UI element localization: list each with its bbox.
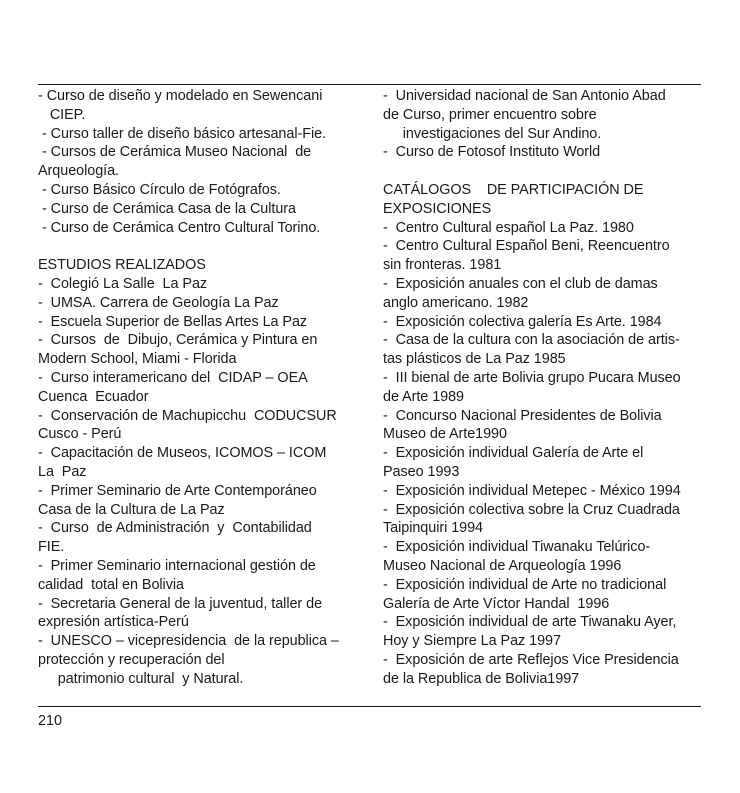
text-line: - III bienal de arte Bolivia grupo Pucara Museo [383,369,681,386]
left-column [38,87,368,689]
text-line: - Escuela Superior de Bellas Artes La Paz [38,313,308,330]
text-line: - Capacitación de Museos, ICOMOS – ICOM [38,445,327,462]
text-line: - Curso taller de diseño básico artesanal-Fie. [38,125,326,142]
blank-line [38,237,368,256]
text-line: sin fronteras. 1981 [383,257,502,274]
text-line: Cuenca Ecuador [38,388,149,405]
text-line: Cusco - Perú [38,426,122,443]
text-line: - Exposición de arte Reflejos Vice Presidencia [383,651,679,668]
text-line: Hoy y Siempre La Paz 1997 [383,633,561,650]
top-rule [38,84,701,85]
text-line: protección y recuperación del [38,651,225,668]
text-line: - Secretaria General de la juventud, taller de [38,595,323,612]
text-line: - Concurso Nacional Presidentes de Bolivia [383,407,662,424]
text-line: - UNESCO – vicepresidencia de la republica – [38,633,339,650]
text-line: - Curso Básico Círculo de Fotógrafos. [38,181,281,198]
text-line: - Curso de diseño y modelado en Sewencani [38,88,323,104]
text-line: Modern School, Miami - Florida [38,351,237,368]
text-line: - Universidad nacional de San Antonio Abad [383,88,666,104]
text-line: FIE. [38,539,65,556]
text-line: - Exposición individual Galería de Arte el [383,445,644,462]
text-line: tas plásticos de La Paz 1985 [383,351,566,368]
text-line: - Curso interamericano del CIDAP – OEA [38,369,308,386]
text-line: CATÁLOGOS DE PARTICIPACIÓN DE [383,181,644,198]
text-line: La Paz [38,463,87,480]
text-line: investigaciones del Sur Andino. [383,125,602,142]
text-line: EXPOSICIONES [383,200,492,217]
text-line: - Curso de Cerámica Casa de la Cultura [38,200,296,217]
text-line: Museo de Arte1990 [383,426,507,443]
text-line: de la Republica de Bolivia1997 [383,670,580,687]
text-line: - Cursos de Dibujo, Cerámica y Pintura en [38,332,318,349]
text-line: calidad total en Bolivia [38,576,184,593]
text-line: Paseo 1993 [383,463,460,480]
text-line: Museo Nacional de Arqueología 1996 [383,557,622,574]
text-line: - Exposición individual Metepec - México 1994 [383,482,681,499]
text-line: - Exposición individual de arte Tiwanaku Ayer, [383,614,677,631]
text-line: - Primer Seminario internacional gestión de [38,557,316,574]
text-line: Taipinquiri 1994 [383,520,484,537]
blank-line [383,162,708,181]
text-line: - Centro Cultural español La Paz. 1980 [383,219,634,236]
text-line: - Curso de Cerámica Centro Cultural Torino. [38,219,321,236]
text-line: ESTUDIOS REALIZADOS [38,257,206,274]
text-line: - Casa de la cultura con la asociación de artis- [383,332,680,349]
text-line: - Exposición individual de Arte no tradicional [383,576,667,593]
text-line: patrimonio cultural y Natural. [38,670,244,687]
text-line: CIEP. [38,106,86,123]
text-line: - Conservación de Machupicchu CODUCSUR [38,407,337,424]
text-line: Arqueología. [38,163,120,180]
text-line: - Exposición anuales con el club de damas [383,275,658,292]
text-line: Galería de Arte Víctor Handal 1996 [383,595,610,612]
bottom-rule [38,706,701,707]
page-number: 210 [38,713,63,729]
right-column [383,87,708,689]
text-line: - Cursos de Cerámica Museo Nacional de [38,144,312,161]
text-line: expresión artística-Perú [38,614,189,631]
text-line: - Exposición colectiva galería Es Arte. 1984 [383,313,662,330]
text-line: de Curso, primer encuentro sobre [383,106,597,123]
text-line: - Exposición individual Tiwanaku Telúrico- [383,539,651,556]
text-line: - Exposición colectiva sobre la Cruz Cuadrada [383,501,680,518]
text-line: - Curso de Fotosof Instituto World [383,144,601,161]
text-line: anglo americano. 1982 [383,294,529,311]
text-line: de Arte 1989 [383,388,465,405]
text-line: - Centro Cultural Español Beni, Reencuentro [383,238,670,255]
text-line: Casa de la Cultura de La Paz [38,501,225,518]
text-line: - Curso de Administración y Contabilidad [38,520,312,537]
text-line: - Colegió La Salle La Paz [38,275,208,292]
text-line: - Primer Seminario de Arte Contemporáneo [38,482,317,499]
text-line: - UMSA. Carrera de Geología La Paz [38,294,279,311]
